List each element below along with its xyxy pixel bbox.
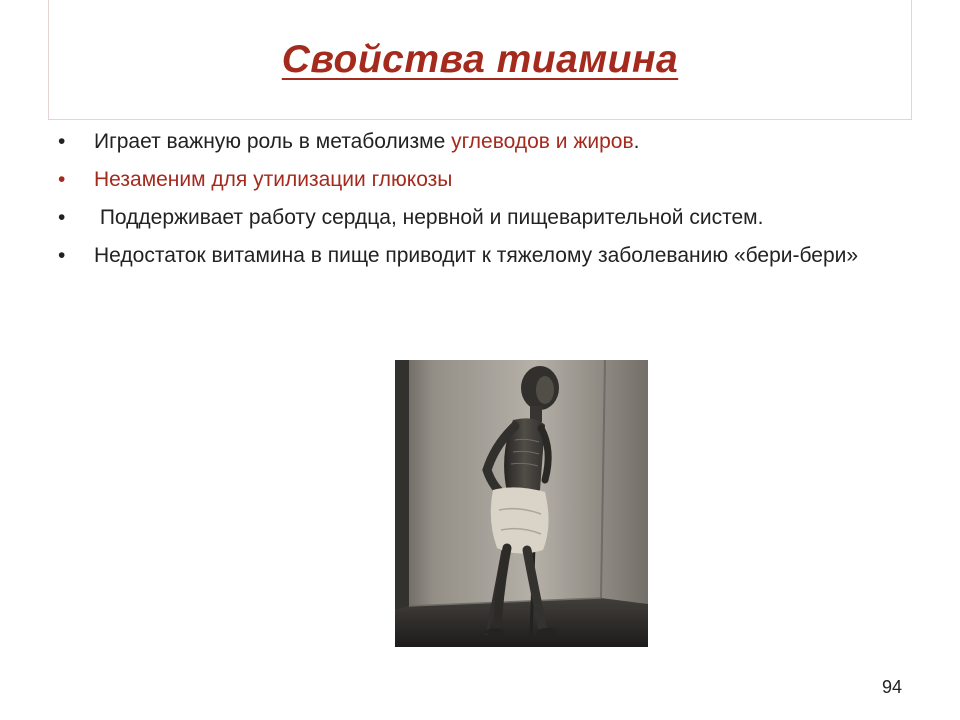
bullet-item-heart — [56, 204, 876, 232]
title-box — [48, 0, 912, 120]
bullet-text: Недостаток витамина в пище приводит к тяжелому заболеванию «бери-бери» — [94, 244, 859, 267]
bullet-icon: • — [58, 130, 66, 153]
bullet-text: Поддерживает работу сердца, нервной и пищеварительной систем. — [94, 206, 764, 229]
bullet-icon: • — [58, 168, 66, 191]
bullet-highlight: углеводов и жиров — [451, 130, 634, 153]
bullet-text: Играет важную роль в метаболизме — [94, 130, 452, 153]
bullet-item-beriberi — [56, 242, 876, 270]
bullet-text-end: . — [633, 130, 640, 153]
beriberi-patient-photo — [395, 360, 648, 647]
bullet-item-glucose — [56, 166, 876, 194]
slide-title: Свойства тиамина — [281, 38, 679, 81]
bullet-icon: • — [58, 206, 66, 229]
bullet-item-carbs — [56, 128, 876, 156]
bullet-icon: • — [58, 244, 66, 267]
bullet-list — [56, 128, 876, 280]
bullet-text: Незаменим для утилизации глюкозы — [94, 168, 453, 191]
page-number: 94 — [881, 677, 902, 697]
